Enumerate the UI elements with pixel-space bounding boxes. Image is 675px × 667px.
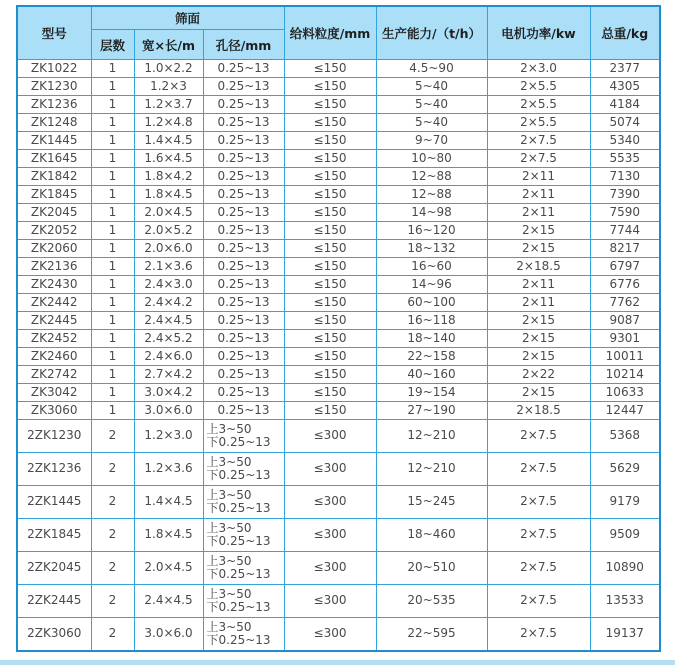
cell-motor-power: 2×15 [487, 312, 590, 330]
table-row [17, 420, 660, 453]
table-row [17, 114, 660, 132]
cell-motor-power: 2×7.5 [487, 453, 590, 486]
cell-layers: 2 [91, 486, 134, 519]
cell-motor-power: 2×7.5 [487, 420, 590, 453]
cell-width-length: 3.0×4.2 [134, 384, 203, 402]
cell-feed-size: ≤150 [284, 258, 376, 276]
cell-feed-size: ≤150 [284, 168, 376, 186]
cell-aperture: 0.25~13 [203, 168, 284, 186]
table-row [17, 276, 660, 294]
cell-total-weight: 5535 [590, 150, 660, 168]
cell-feed-size: ≤300 [284, 552, 376, 585]
cell-motor-power: 2×7.5 [487, 150, 590, 168]
cell-model: ZK2045 [17, 204, 91, 222]
cell-motor-power: 2×15 [487, 348, 590, 366]
cell-model: ZK1842 [17, 168, 91, 186]
cell-model: 2ZK3060 [17, 618, 91, 652]
cell-width-length: 2.4×4.2 [134, 294, 203, 312]
cell-width-length: 2.0×6.0 [134, 240, 203, 258]
cell-capacity: 40~160 [376, 366, 487, 384]
cell-width-length: 1.2×3.0 [134, 420, 203, 453]
cell-width-length: 2.0×4.5 [134, 204, 203, 222]
cell-capacity: 14~98 [376, 204, 487, 222]
table-row [17, 186, 660, 204]
cell-layers: 1 [91, 348, 134, 366]
cell-total-weight: 7590 [590, 204, 660, 222]
cell-total-weight: 6776 [590, 276, 660, 294]
cell-motor-power: 2×7.5 [487, 132, 590, 150]
cell-motor-power: 2×5.5 [487, 114, 590, 132]
table-row [17, 348, 660, 366]
cell-capacity: 19~154 [376, 384, 487, 402]
cell-feed-size: ≤150 [284, 312, 376, 330]
table-row [17, 384, 660, 402]
cell-model: 2ZK2445 [17, 585, 91, 618]
cell-feed-size: ≤300 [284, 453, 376, 486]
cell-width-length: 2.4×4.5 [134, 312, 203, 330]
cell-total-weight: 13533 [590, 585, 660, 618]
cell-capacity: 12~210 [376, 420, 487, 453]
cell-aperture: 0.25~13 [203, 312, 284, 330]
cell-width-length: 1.4×4.5 [134, 486, 203, 519]
table-row [17, 402, 660, 420]
cell-width-length: 2.4×3.0 [134, 276, 203, 294]
cell-feed-size: ≤150 [284, 276, 376, 294]
cell-feed-size: ≤300 [284, 585, 376, 618]
cell-model: ZK1022 [17, 60, 91, 78]
col-header-total-weight: 总重/kg [590, 6, 660, 60]
cell-layers: 1 [91, 366, 134, 384]
cell-layers: 1 [91, 132, 134, 150]
cell-model: ZK1236 [17, 96, 91, 114]
cell-aperture: 0.25~13 [203, 402, 284, 420]
cell-total-weight: 7390 [590, 186, 660, 204]
cell-feed-size: ≤150 [284, 330, 376, 348]
cell-model: 2ZK2045 [17, 552, 91, 585]
cell-layers: 2 [91, 552, 134, 585]
cell-capacity: 60~100 [376, 294, 487, 312]
table-row [17, 294, 660, 312]
cell-model: ZK1845 [17, 186, 91, 204]
cell-total-weight: 2377 [590, 60, 660, 78]
table-row [17, 618, 660, 652]
cell-model: ZK3060 [17, 402, 91, 420]
cell-width-length: 3.0×6.0 [134, 402, 203, 420]
cell-motor-power: 2×18.5 [487, 258, 590, 276]
cell-capacity: 27~190 [376, 402, 487, 420]
cell-layers: 2 [91, 453, 134, 486]
cell-aperture: 上3~50 下0.25~13 [203, 585, 284, 618]
cell-aperture: 0.25~13 [203, 60, 284, 78]
cell-feed-size: ≤150 [284, 240, 376, 258]
cell-motor-power: 2×22 [487, 366, 590, 384]
cell-aperture: 上3~50 下0.25~13 [203, 486, 284, 519]
cell-layers: 1 [91, 222, 134, 240]
cell-total-weight: 7130 [590, 168, 660, 186]
cell-total-weight: 9087 [590, 312, 660, 330]
cell-aperture: 0.25~13 [203, 186, 284, 204]
cell-motor-power: 2×7.5 [487, 618, 590, 652]
cell-motor-power: 2×15 [487, 330, 590, 348]
cell-model: ZK2052 [17, 222, 91, 240]
cell-capacity: 14~96 [376, 276, 487, 294]
cell-model: ZK2460 [17, 348, 91, 366]
cell-total-weight: 9301 [590, 330, 660, 348]
cell-model: ZK2060 [17, 240, 91, 258]
cell-total-weight: 4184 [590, 96, 660, 114]
cell-aperture: 0.25~13 [203, 78, 284, 96]
cell-model: ZK1248 [17, 114, 91, 132]
cell-model: ZK3042 [17, 384, 91, 402]
cell-capacity: 5~40 [376, 114, 487, 132]
cell-total-weight: 10633 [590, 384, 660, 402]
cell-model: ZK2442 [17, 294, 91, 312]
cell-layers: 1 [91, 258, 134, 276]
cell-feed-size: ≤150 [284, 348, 376, 366]
col-header-feed-size: 给料粒度/mm [284, 6, 376, 60]
table-row [17, 132, 660, 150]
cell-total-weight: 6797 [590, 258, 660, 276]
cell-width-length: 2.0×4.5 [134, 552, 203, 585]
cell-total-weight: 8217 [590, 240, 660, 258]
cell-aperture: 0.25~13 [203, 330, 284, 348]
col-header-motor-power: 电机功率/kw [487, 6, 590, 60]
cell-motor-power: 2×7.5 [487, 519, 590, 552]
cell-motor-power: 2×11 [487, 294, 590, 312]
cell-layers: 1 [91, 114, 134, 132]
cell-model: ZK2742 [17, 366, 91, 384]
cell-capacity: 9~70 [376, 132, 487, 150]
cell-width-length: 1.8×4.5 [134, 519, 203, 552]
cell-capacity: 16~60 [376, 258, 487, 276]
table-row [17, 312, 660, 330]
cell-aperture: 0.25~13 [203, 204, 284, 222]
cell-layers: 1 [91, 276, 134, 294]
table-row [17, 150, 660, 168]
cell-model: ZK2445 [17, 312, 91, 330]
cell-model: 2ZK1845 [17, 519, 91, 552]
cell-model: ZK1645 [17, 150, 91, 168]
cell-width-length: 2.4×6.0 [134, 348, 203, 366]
cell-capacity: 18~140 [376, 330, 487, 348]
cell-layers: 1 [91, 96, 134, 114]
cell-aperture: 上3~50 下0.25~13 [203, 552, 284, 585]
table-row [17, 96, 660, 114]
cell-model: ZK2452 [17, 330, 91, 348]
cell-capacity: 22~595 [376, 618, 487, 652]
cell-capacity: 18~460 [376, 519, 487, 552]
table-row [17, 585, 660, 618]
col-header-screen-surface: 筛面 [91, 6, 284, 30]
cell-aperture: 上3~50 下0.25~13 [203, 519, 284, 552]
cell-feed-size: ≤150 [284, 384, 376, 402]
cell-width-length: 1.2×3.6 [134, 453, 203, 486]
cell-total-weight: 5340 [590, 132, 660, 150]
cell-feed-size: ≤150 [284, 60, 376, 78]
cell-model: 2ZK1445 [17, 486, 91, 519]
cell-feed-size: ≤150 [284, 402, 376, 420]
cell-model: 2ZK1236 [17, 453, 91, 486]
table-row [17, 519, 660, 552]
table-row [17, 222, 660, 240]
cell-aperture: 0.25~13 [203, 132, 284, 150]
cell-width-length: 2.1×3.6 [134, 258, 203, 276]
cell-layers: 1 [91, 60, 134, 78]
cell-capacity: 22~158 [376, 348, 487, 366]
cell-model: ZK2430 [17, 276, 91, 294]
cell-motor-power: 2×7.5 [487, 552, 590, 585]
cell-width-length: 1.8×4.2 [134, 168, 203, 186]
cell-layers: 1 [91, 240, 134, 258]
table-row [17, 258, 660, 276]
cell-motor-power: 2×3.0 [487, 60, 590, 78]
col-header-width-length: 宽×长/m [134, 30, 203, 60]
cell-capacity: 20~510 [376, 552, 487, 585]
cell-total-weight: 10011 [590, 348, 660, 366]
cell-total-weight: 5074 [590, 114, 660, 132]
cell-total-weight: 9179 [590, 486, 660, 519]
cell-model: ZK1230 [17, 78, 91, 96]
cell-layers: 2 [91, 618, 134, 652]
cell-motor-power: 2×5.5 [487, 78, 590, 96]
cell-feed-size: ≤150 [284, 204, 376, 222]
table-row [17, 240, 660, 258]
table-row [17, 60, 660, 78]
cell-total-weight: 10214 [590, 366, 660, 384]
cell-motor-power: 2×15 [487, 240, 590, 258]
cell-motor-power: 2×11 [487, 168, 590, 186]
cell-layers: 1 [91, 402, 134, 420]
bottom-accent-bar [0, 660, 675, 665]
cell-capacity: 18~132 [376, 240, 487, 258]
cell-layers: 1 [91, 186, 134, 204]
cell-layers: 1 [91, 384, 134, 402]
cell-total-weight: 10890 [590, 552, 660, 585]
cell-motor-power: 2×18.5 [487, 402, 590, 420]
table-row [17, 168, 660, 186]
cell-motor-power: 2×7.5 [487, 486, 590, 519]
cell-aperture: 0.25~13 [203, 294, 284, 312]
table-row [17, 486, 660, 519]
cell-width-length: 1.6×4.5 [134, 150, 203, 168]
cell-aperture: 上3~50 下0.25~13 [203, 618, 284, 652]
table-row [17, 78, 660, 96]
cell-motor-power: 2×5.5 [487, 96, 590, 114]
cell-motor-power: 2×11 [487, 204, 590, 222]
cell-layers: 2 [91, 585, 134, 618]
col-header-layers: 层数 [91, 30, 134, 60]
cell-feed-size: ≤300 [284, 420, 376, 453]
cell-capacity: 15~245 [376, 486, 487, 519]
cell-width-length: 1.4×4.5 [134, 132, 203, 150]
cell-width-length: 1.2×3.7 [134, 96, 203, 114]
cell-motor-power: 2×15 [487, 222, 590, 240]
vibrating-screen-spec-table [16, 5, 661, 652]
spec-table-container [16, 5, 659, 652]
cell-aperture: 0.25~13 [203, 258, 284, 276]
cell-layers: 1 [91, 330, 134, 348]
cell-model: 2ZK1230 [17, 420, 91, 453]
cell-motor-power: 2×11 [487, 186, 590, 204]
cell-aperture: 上3~50 下0.25~13 [203, 420, 284, 453]
cell-capacity: 20~535 [376, 585, 487, 618]
cell-capacity: 4.5~90 [376, 60, 487, 78]
cell-width-length: 3.0×6.0 [134, 618, 203, 652]
cell-feed-size: ≤150 [284, 366, 376, 384]
cell-total-weight: 5629 [590, 453, 660, 486]
cell-total-weight: 12447 [590, 402, 660, 420]
cell-model: ZK1445 [17, 132, 91, 150]
cell-aperture: 0.25~13 [203, 348, 284, 366]
cell-feed-size: ≤150 [284, 150, 376, 168]
cell-feed-size: ≤300 [284, 618, 376, 652]
cell-feed-size: ≤150 [284, 96, 376, 114]
cell-layers: 1 [91, 78, 134, 96]
cell-motor-power: 2×7.5 [487, 585, 590, 618]
table-row [17, 204, 660, 222]
cell-layers: 1 [91, 294, 134, 312]
cell-layers: 1 [91, 312, 134, 330]
cell-total-weight: 19137 [590, 618, 660, 652]
cell-capacity: 12~210 [376, 453, 487, 486]
cell-aperture: 0.25~13 [203, 366, 284, 384]
cell-capacity: 16~120 [376, 222, 487, 240]
cell-feed-size: ≤150 [284, 132, 376, 150]
cell-layers: 2 [91, 420, 134, 453]
cell-width-length: 1.2×4.8 [134, 114, 203, 132]
cell-capacity: 16~118 [376, 312, 487, 330]
cell-layers: 1 [91, 168, 134, 186]
cell-aperture: 0.25~13 [203, 276, 284, 294]
cell-total-weight: 4305 [590, 78, 660, 96]
cell-feed-size: ≤300 [284, 519, 376, 552]
cell-capacity: 5~40 [376, 78, 487, 96]
cell-capacity: 5~40 [376, 96, 487, 114]
cell-layers: 2 [91, 519, 134, 552]
cell-aperture: 0.25~13 [203, 96, 284, 114]
cell-model: ZK2136 [17, 258, 91, 276]
cell-width-length: 2.4×5.2 [134, 330, 203, 348]
cell-aperture: 上3~50 下0.25~13 [203, 453, 284, 486]
cell-aperture: 0.25~13 [203, 240, 284, 258]
cell-width-length: 1.2×3 [134, 78, 203, 96]
cell-motor-power: 2×11 [487, 276, 590, 294]
cell-capacity: 10~80 [376, 150, 487, 168]
table-row [17, 453, 660, 486]
cell-feed-size: ≤150 [284, 222, 376, 240]
cell-layers: 1 [91, 150, 134, 168]
cell-feed-size: ≤150 [284, 186, 376, 204]
cell-feed-size: ≤150 [284, 294, 376, 312]
cell-feed-size: ≤150 [284, 114, 376, 132]
cell-aperture: 0.25~13 [203, 114, 284, 132]
cell-motor-power: 2×15 [487, 384, 590, 402]
cell-total-weight: 7762 [590, 294, 660, 312]
col-header-aperture: 孔径/mm [203, 30, 284, 60]
cell-aperture: 0.25~13 [203, 384, 284, 402]
cell-width-length: 1.8×4.5 [134, 186, 203, 204]
cell-width-length: 2.0×5.2 [134, 222, 203, 240]
table-row [17, 366, 660, 384]
cell-total-weight: 5368 [590, 420, 660, 453]
cell-width-length: 2.7×4.2 [134, 366, 203, 384]
cell-aperture: 0.25~13 [203, 150, 284, 168]
cell-capacity: 12~88 [376, 186, 487, 204]
cell-feed-size: ≤300 [284, 486, 376, 519]
cell-layers: 1 [91, 204, 134, 222]
col-header-capacity: 生产能力/（t/h） [376, 6, 487, 60]
cell-feed-size: ≤150 [284, 78, 376, 96]
cell-width-length: 1.0×2.2 [134, 60, 203, 78]
col-header-model: 型号 [17, 6, 91, 60]
cell-capacity: 12~88 [376, 168, 487, 186]
table-row [17, 552, 660, 585]
cell-aperture: 0.25~13 [203, 222, 284, 240]
table-row [17, 330, 660, 348]
cell-total-weight: 7744 [590, 222, 660, 240]
cell-width-length: 2.4×4.5 [134, 585, 203, 618]
cell-total-weight: 9509 [590, 519, 660, 552]
